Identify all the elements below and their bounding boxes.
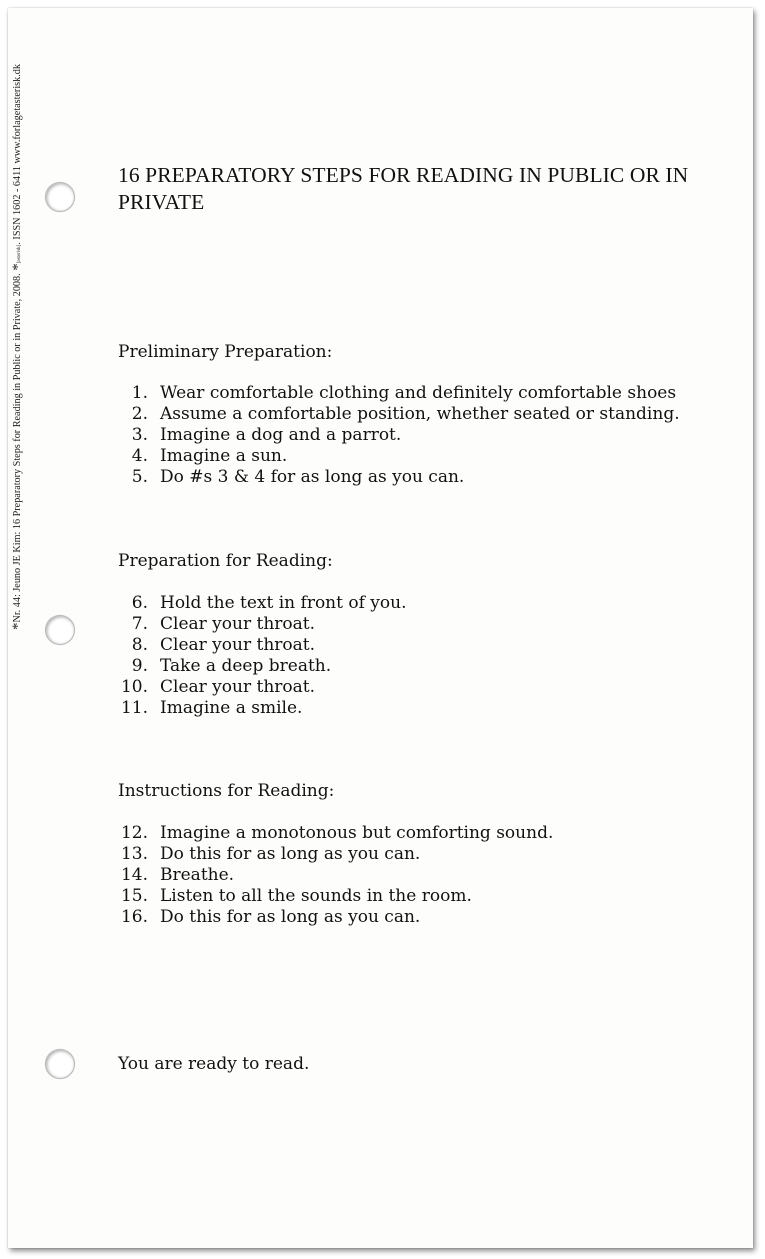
step-number: 4. <box>131 446 148 466</box>
side-note-text-b: . ISSN 1602 - 6411 www.forlagetasterisk.dk <box>12 64 23 245</box>
step-text: Do this for as long as you can. <box>160 907 421 927</box>
step-number: 5. <box>131 467 148 487</box>
step-number: 15. <box>120 886 148 906</box>
step-item <box>118 635 407 656</box>
step-number: 12. <box>120 823 148 843</box>
step-number: 9. <box>131 656 148 676</box>
step-text: Imagine a dog and a parrot. <box>160 425 402 445</box>
step-text: Imagine a sun. <box>160 446 288 466</box>
step-text: Do this for as long as you can. <box>160 844 421 864</box>
step-text: Hold the text in front of you. <box>160 593 407 613</box>
step-item <box>118 677 407 698</box>
side-note-text-a: Nr. 44: Jeuno JE Kim: 16 Preparatory Steps for Reading in Public or in Private, 2008. <box>12 270 23 623</box>
side-star-mark: * <box>10 622 26 630</box>
step-item <box>118 823 553 844</box>
step-text: Breathe. <box>160 865 235 885</box>
step-item <box>118 907 553 928</box>
step-text: Listen to all the sounds in the room. <box>160 886 472 906</box>
step-item <box>118 844 553 865</box>
step-text: Assume a comfortable position, whether seated or standing. <box>160 404 680 424</box>
step-item <box>118 383 680 404</box>
punch-hole-top <box>45 182 75 212</box>
punch-hole-bottom <box>45 1049 75 1079</box>
section-heading-preparation: Preparation for Reading: <box>118 551 333 571</box>
step-text: Clear your throat. <box>160 614 316 634</box>
closing-statement: You are ready to read. <box>118 1054 310 1074</box>
steps-list-preliminary <box>118 383 680 488</box>
step-number: 14. <box>120 865 148 885</box>
punch-hole-middle <box>45 615 75 645</box>
step-text: Clear your throat. <box>160 677 316 697</box>
section-heading-instructions: Instructions for Reading: <box>118 781 335 801</box>
step-item <box>118 656 407 677</box>
steps-list-instructions <box>118 823 553 928</box>
step-number: 13. <box>120 844 148 864</box>
side-publication-note <box>10 64 27 630</box>
step-item <box>118 614 407 635</box>
step-item <box>118 467 680 488</box>
step-text: Imagine a monotonous but comforting sound. <box>160 823 554 843</box>
step-number: 7. <box>131 614 148 634</box>
step-number: 1. <box>131 383 148 403</box>
step-text: Clear your throat. <box>160 635 316 655</box>
step-number: 6. <box>131 593 148 613</box>
steps-list-preparation <box>118 593 407 719</box>
step-number: 8. <box>131 635 148 655</box>
step-item <box>118 593 407 614</box>
step-number: 3. <box>131 425 148 445</box>
step-item <box>118 865 553 886</box>
step-number: 2. <box>131 404 148 424</box>
step-text: Wear comfortable clothing and definitely comfortable shoes <box>160 383 677 403</box>
document-title: 16 PREPARATORY STEPS FOR READING IN PUBLIC OR IN PRIVATE <box>118 163 689 214</box>
side-asterisk-small: [asterisk] <box>17 244 22 264</box>
section-heading-preliminary: Preliminary Preparation: <box>118 342 333 362</box>
step-item <box>118 698 407 719</box>
step-item <box>118 404 680 425</box>
step-text: Take a deep breath. <box>160 656 332 676</box>
step-item <box>118 425 680 446</box>
step-text: Do #s 3 & 4 for as long as you can. <box>160 467 465 487</box>
step-number: 10. <box>120 677 148 697</box>
step-item <box>118 446 680 467</box>
step-number: 11. <box>120 698 148 718</box>
side-asterisk-mark: * <box>10 263 26 271</box>
step-number: 16. <box>120 907 148 927</box>
step-text: Imagine a smile. <box>160 698 303 718</box>
step-item <box>118 886 553 907</box>
